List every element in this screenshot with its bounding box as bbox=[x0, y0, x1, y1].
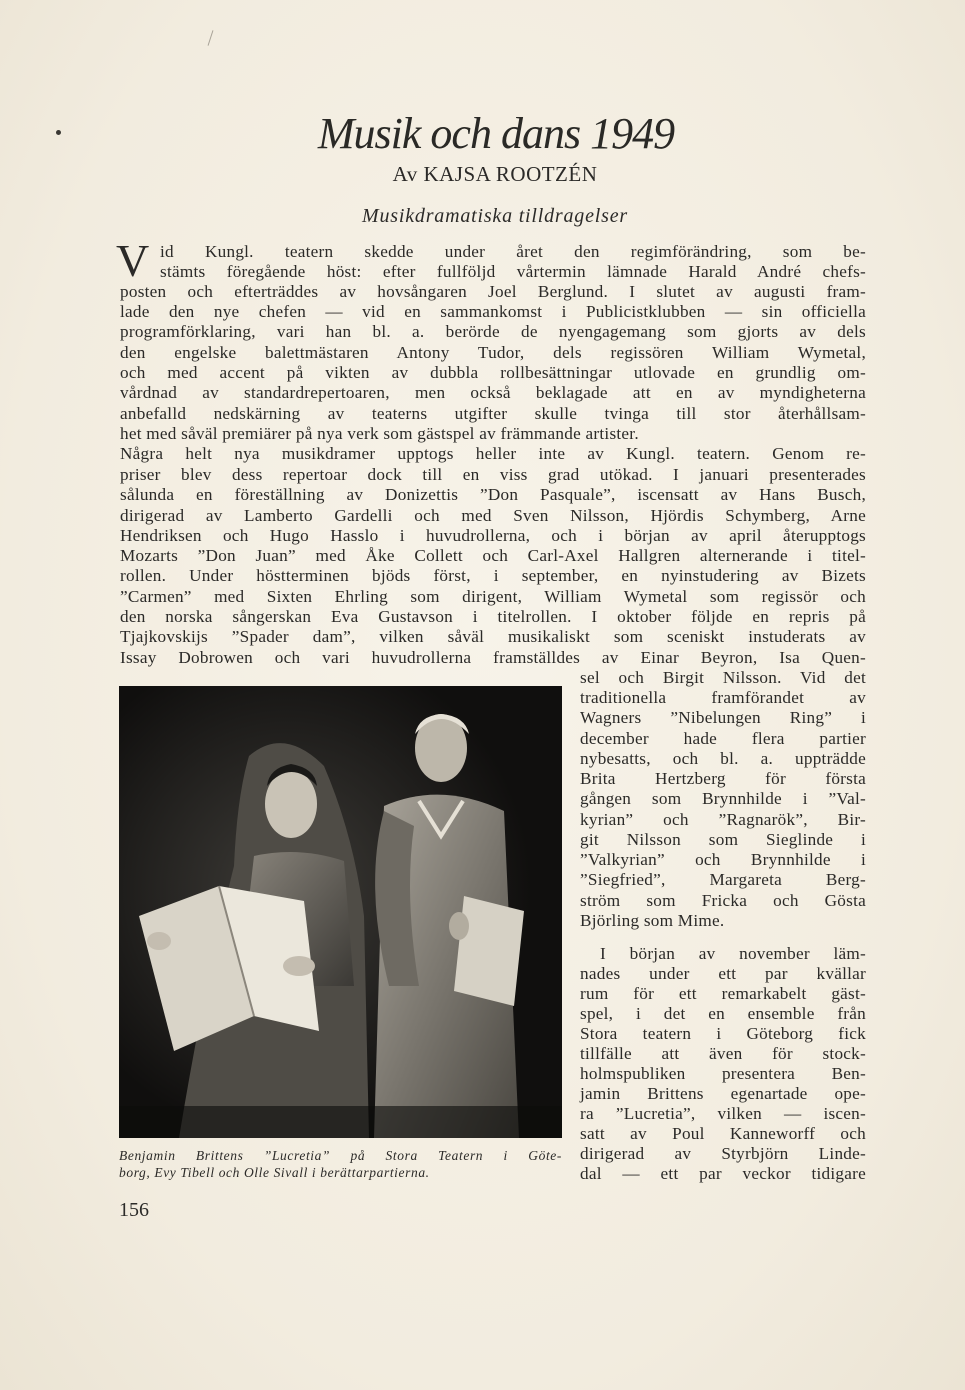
photo-caption-line: Benjamin Brittens ”Lucretia” på Stora Teatern i Göte- bbox=[119, 1148, 562, 1163]
body-line: programförklaring, vari han bl. a. berörde de nyengagemang som gjorts av dels bbox=[120, 322, 866, 341]
body-line: id Kungl. teatern skedde under året den regimförändring, som be- bbox=[160, 242, 866, 261]
body-line: lade den nye chefen — vid en sammankomst i Publicistklubben — sin officiella bbox=[120, 302, 866, 321]
column-line: ”Valkyrian” och Brynnhilde i bbox=[580, 850, 866, 869]
byline: Av KAJSA ROOTZÉN bbox=[392, 162, 598, 186]
body-line: rollen. Under höstterminen bjöds först, i september, en nyinstudering av Bizets bbox=[120, 566, 866, 585]
column-line: traditionella framförandet av bbox=[580, 688, 866, 707]
column-line: holmspubliken presentera Ben- bbox=[580, 1064, 866, 1083]
body-line: Några helt nya musikdramer upptogs heller inte av Kungl. teatern. Genom re- bbox=[120, 444, 866, 463]
column-line: dirigerad av Styrbjörn Linde- bbox=[580, 1144, 866, 1163]
column-line: Björling som Mime. bbox=[580, 911, 725, 930]
drop-cap: V bbox=[116, 235, 150, 286]
body-line: sålunda en föreställning av Donizettis ”Don Pasquale”, iscensatt av Hans Busch, bbox=[120, 485, 866, 504]
column-line: dal — ett par veckor tidigare bbox=[580, 1164, 866, 1183]
column-line: git Nilsson som Sieglinde i bbox=[580, 830, 866, 849]
page-number: 156 bbox=[119, 1199, 149, 1221]
body-line: och med accent på vikten av dubbla rollbesättningar utlovade en grundlig om- bbox=[120, 363, 866, 382]
stage-photograph bbox=[119, 686, 562, 1138]
column-line: jamin Brittens egenartade ope- bbox=[580, 1084, 866, 1103]
body-line: den engelske balettmästaren Antony Tudor, dels regissören William Wymetal, bbox=[120, 343, 866, 362]
column-line: ”Siegfried”, Margareta Berg- bbox=[580, 870, 866, 889]
body-line: stämts föregående höst: efter fullföljd vårtermin lämnade Harald André chefs- bbox=[160, 262, 866, 281]
section-heading: Musikdramatiska tilldragelser bbox=[362, 205, 628, 227]
body-line: dirigerad av Lamberto Gardelli och med Sven Nilsson, Hjördis Schymberg, Arne bbox=[120, 506, 866, 525]
column-line: ra ”Lucretia”, vilken — iscen- bbox=[580, 1104, 866, 1123]
column-line: kyrian” och ”Ragnarök”, Bir- bbox=[580, 810, 866, 829]
column-line: gången som Brynnhilde i ”Val- bbox=[580, 789, 866, 808]
body-line: den norska sångerskan Eva Gustavson i titelrollen. I oktober följde en repris på bbox=[120, 607, 866, 626]
column-line: I början av november läm- bbox=[600, 944, 866, 963]
column-line: Brita Hertzberg för första bbox=[580, 769, 866, 788]
column-line: rum för ett remarkabelt gäst- bbox=[580, 984, 866, 1003]
pencil-mark bbox=[208, 30, 214, 46]
column-line: satt av Poul Kanneworff och bbox=[580, 1124, 866, 1143]
column-line: ström som Fricka och Gösta bbox=[580, 891, 866, 910]
column-line: nades under ett par kvällar bbox=[580, 964, 866, 983]
column-line: tillfälle att även för stock- bbox=[580, 1044, 866, 1063]
column-line: nybesatts, och bl. a. uppträdde bbox=[580, 749, 866, 768]
body-line: Mozarts ”Don Juan” med Åke Collett och Carl-Axel Hallgren alternerande i titel- bbox=[120, 546, 866, 565]
column-line: spel, i det en ensemble från bbox=[580, 1004, 866, 1023]
body-line: Hendriksen och Hugo Hasslo i huvudrollerna, och i början av april återupptogs bbox=[120, 526, 866, 545]
body-line: Tjajkovskijs ”Spader dam”, vilken såväl musikaliskt som sceniskt instuderats av bbox=[120, 627, 866, 646]
body-line: het med såväl premiärer på nya verk som gästspel av främmande artister. bbox=[120, 424, 639, 443]
column-line: december hade flera partier bbox=[580, 729, 866, 748]
article-title: Musik och dans 1949 bbox=[317, 109, 675, 158]
column-line: Stora teatern i Göteborg fick bbox=[580, 1024, 866, 1043]
body-line: vårdnad av standardrepertoaren, men också beklagade att en av myndigheterna bbox=[120, 383, 866, 402]
body-line: Issay Dobrowen och vari huvudrollerna framställdes av Einar Beyron, Isa Quen- bbox=[120, 648, 866, 667]
column-line: sel och Birgit Nilsson. Vid det bbox=[580, 668, 866, 687]
photo-caption-line: borg, Evy Tibell och Olle Sivall i berättarpartierna. bbox=[119, 1165, 430, 1180]
column-line: Wagners ”Nibelungen Ring” i bbox=[580, 708, 866, 727]
body-line: priser blev dess repertoar dock till en viss grad utökad. I januari presenterades bbox=[120, 465, 866, 484]
photograph-illustration bbox=[119, 686, 562, 1138]
body-line: posten och efterträddes av hovsångaren Joel Berglund. I slutet av augusti fram- bbox=[120, 282, 866, 301]
body-line: anbefalld nedskärning av teaterns utgifter skulle tvinga till stor återhållsam- bbox=[120, 404, 866, 423]
body-line: ”Carmen” med Sixten Ehrling som dirigent, William Wymetal som regissör och bbox=[120, 587, 866, 606]
